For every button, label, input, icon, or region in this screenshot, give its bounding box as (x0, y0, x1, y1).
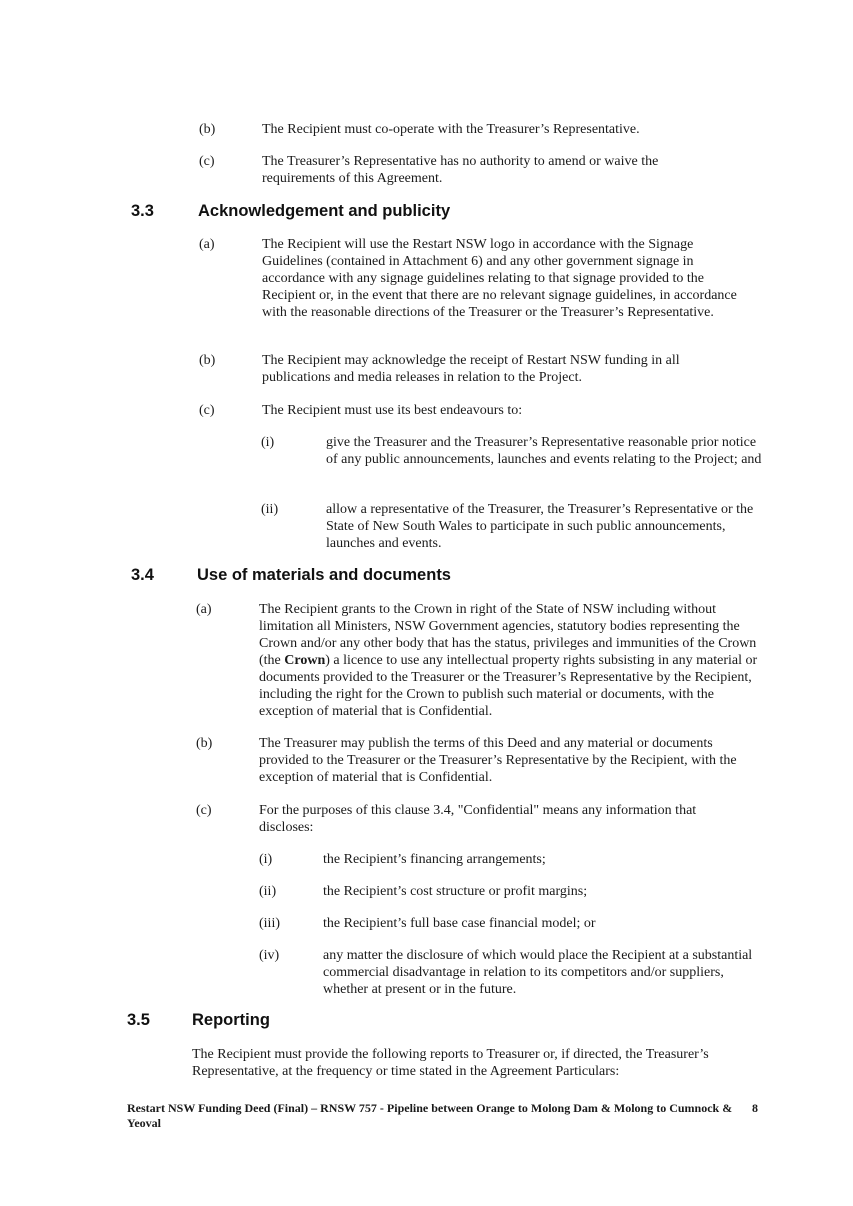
clause-label: (a) (199, 237, 215, 252)
clause-label: (b) (199, 353, 216, 368)
clause-text (259, 601, 767, 720)
section-heading: Acknowledgement and publicity (198, 202, 451, 220)
subclause-text: allow a representative of the Treasurer, the Treasurer’s Representative or the State of New South Wales to participate in such public announcements, launches and events. (326, 502, 754, 551)
clause-text: The Treasurer’s Representative has no authority to amend or waive the requirements of this Agreement. (262, 154, 659, 186)
clause-text-part: The Recipient grants to the Crown in right of the State of NSW including without limitation all Ministers, NSW Government agencies, statutory bodies representing the Crown and/or any other body that has the status, privileges and immunities of the Crown (the (259, 602, 757, 668)
clause-text: The Recipient will use the Restart NSW logo in accordance with the Signage Guidelines (contained in Attachment 6) and any other government signage in accordance with any signage guidelines relating to that signage provided to the Recipient or, in the event that there are no relevant signage guidelines, in accordance with the reasonable directions of the Treasurer or the Treasurer’s Representative. (262, 237, 737, 320)
page-footer: Restart NSW Funding Deed (Final) – RNSW 757 - Pipeline between Orange to Molong Dam & Molong to Cumnock & Yeoval (127, 1101, 733, 1130)
clause-text: The Recipient must co-operate with the Treasurer’s Representative. (262, 122, 640, 137)
clause-text: The Treasurer may publish the terms of this Deed and any material or documents provided to the Treasurer or the Treasurer’s Representative by the Recipient, with the exception of material that is Confidential. (259, 736, 737, 785)
subclause-label: (iv) (259, 948, 280, 963)
subclause-text: the Recipient’s cost structure or profit margins; (323, 884, 588, 899)
subclause-text: the Recipient’s financing arrangements; (323, 852, 546, 867)
section-number: 3.5 (127, 1011, 150, 1029)
clause-label: (c) (199, 154, 215, 169)
clause-label: (a) (196, 602, 212, 617)
section-heading: Reporting (192, 1011, 270, 1029)
subclause-text: give the Treasurer and the Treasurer’s Representative reasonable prior notice of any public announcements, launches and events relating to the Project; and (326, 435, 762, 467)
section-number: 3.4 (131, 566, 154, 584)
page-number: 8 (752, 1101, 758, 1115)
clause-label: (c) (199, 403, 215, 418)
subclause-label: (ii) (261, 502, 279, 517)
subclause-text: any matter the disclosure of which would place the Recipient at a substantial commercial disadvantage in relation to its competitors and/or suppliers, whether at present or in the future. (323, 948, 753, 997)
section-number: 3.3 (131, 202, 154, 220)
clause-label: (c) (196, 803, 212, 818)
subclause-label: (ii) (259, 884, 277, 899)
subclause-label: (iii) (259, 916, 280, 931)
clause-text: For the purposes of this clause 3.4, "Confidential" means any information that discloses: (259, 803, 697, 835)
subclause-label: (i) (259, 852, 273, 867)
defined-term: Crown (284, 653, 326, 668)
clause-label: (b) (199, 122, 216, 137)
subclause-text: the Recipient’s full base case financial model; or (323, 916, 596, 931)
clause-text-part: ) a licence to use any intellectual property rights subsisting in any material or documents provided to the Treasurer or the Treasurer’s Representative by the Recipient, including the right for the Crown to publish such material or documents, with the exception of material that is Confidential. (259, 653, 758, 719)
section-heading: Use of materials and documents (197, 566, 451, 584)
clause-text: The Recipient must use its best endeavours to: (262, 403, 523, 418)
clause-label: (b) (196, 736, 213, 751)
subclause-label: (i) (261, 435, 275, 450)
clause-text: The Recipient may acknowledge the receipt of Restart NSW funding in all publications and media releases in relation to the Project. (262, 353, 680, 385)
section-intro: The Recipient must provide the following reports to Treasurer or, if directed, the Treasurer’s Representative, at the frequency or time stated in the Agreement Particulars: (192, 1047, 709, 1079)
